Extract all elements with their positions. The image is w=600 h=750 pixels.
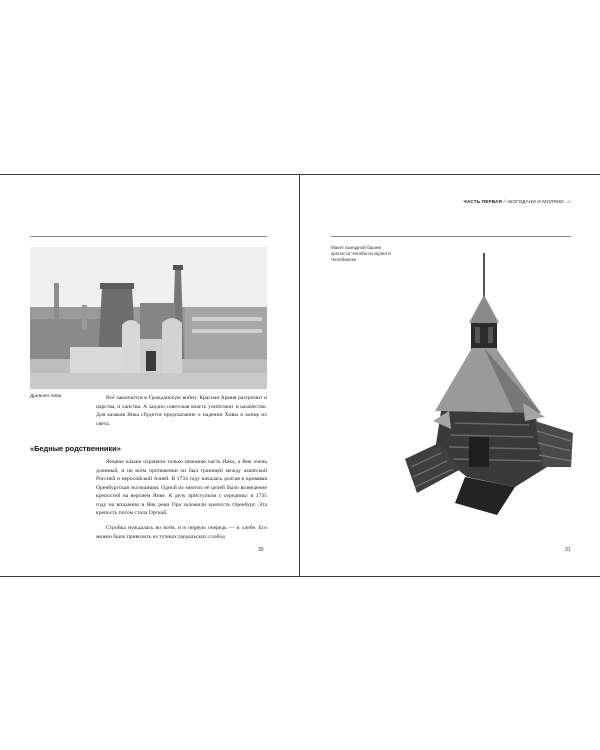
tower-caption: Макет выездной башни крепости Челяба из музея в Челябинске	[331, 245, 391, 263]
right-header-rule	[331, 236, 571, 237]
paragraph-3	[96, 524, 267, 541]
gutter-line	[299, 175, 300, 576]
khiva-caption: Древняя Хива	[30, 394, 62, 399]
khiva-photo-image	[30, 247, 267, 389]
page-number-left: 30	[258, 547, 264, 553]
running-head-part: ЧАСТЬ ПЕРВАЯ	[463, 199, 503, 204]
paragraph-3-text: Стройка нуждалась во всём, и в первую очередь — в хлебе. Его можно было привозить из тучных зауральских слобод	[96, 525, 267, 540]
running-head-sep: /	[503, 199, 507, 204]
paragraph-2-text: Яицкие казаки охраняли только нижнюю часть Яика, а Яик очень длинный, и на всём протяжении он был границей между азиатской Россией и неросийской Азией. В 1734 году началась долгая и кровавая Оренбургская экспедиция. Одной из многих её целей было возведение крепостей на верхнем Яике. К делу приступили с середины: в 1735 году на впадении в Яик реки Ора заложили крепость Оренбург. Эта крепость потом стала Орской.	[96, 459, 267, 516]
left-header-rule	[30, 236, 267, 237]
paragraph-1-text: Всё закончится в Гражданскую войну. Красная Армия разгромит и царства, и ханства. А заодно советская власть уничтожит и казачество. Для казаков Яика сбудется предсказание о падении Хивы и конце их света.	[96, 395, 267, 427]
tower-model-photo	[395, 253, 575, 518]
book-spread	[0, 174, 600, 577]
tower-model-image	[395, 253, 575, 518]
khiva-photo	[30, 247, 267, 389]
section-heading: «Бедные родственники»	[30, 444, 121, 453]
paragraph-2	[96, 458, 267, 518]
page-number-right: 31	[565, 547, 571, 553]
running-head	[431, 199, 571, 204]
paragraph-1	[96, 394, 267, 428]
running-head-title: «БОГОДАНИ И МОЛЯНИ...»	[506, 199, 571, 204]
